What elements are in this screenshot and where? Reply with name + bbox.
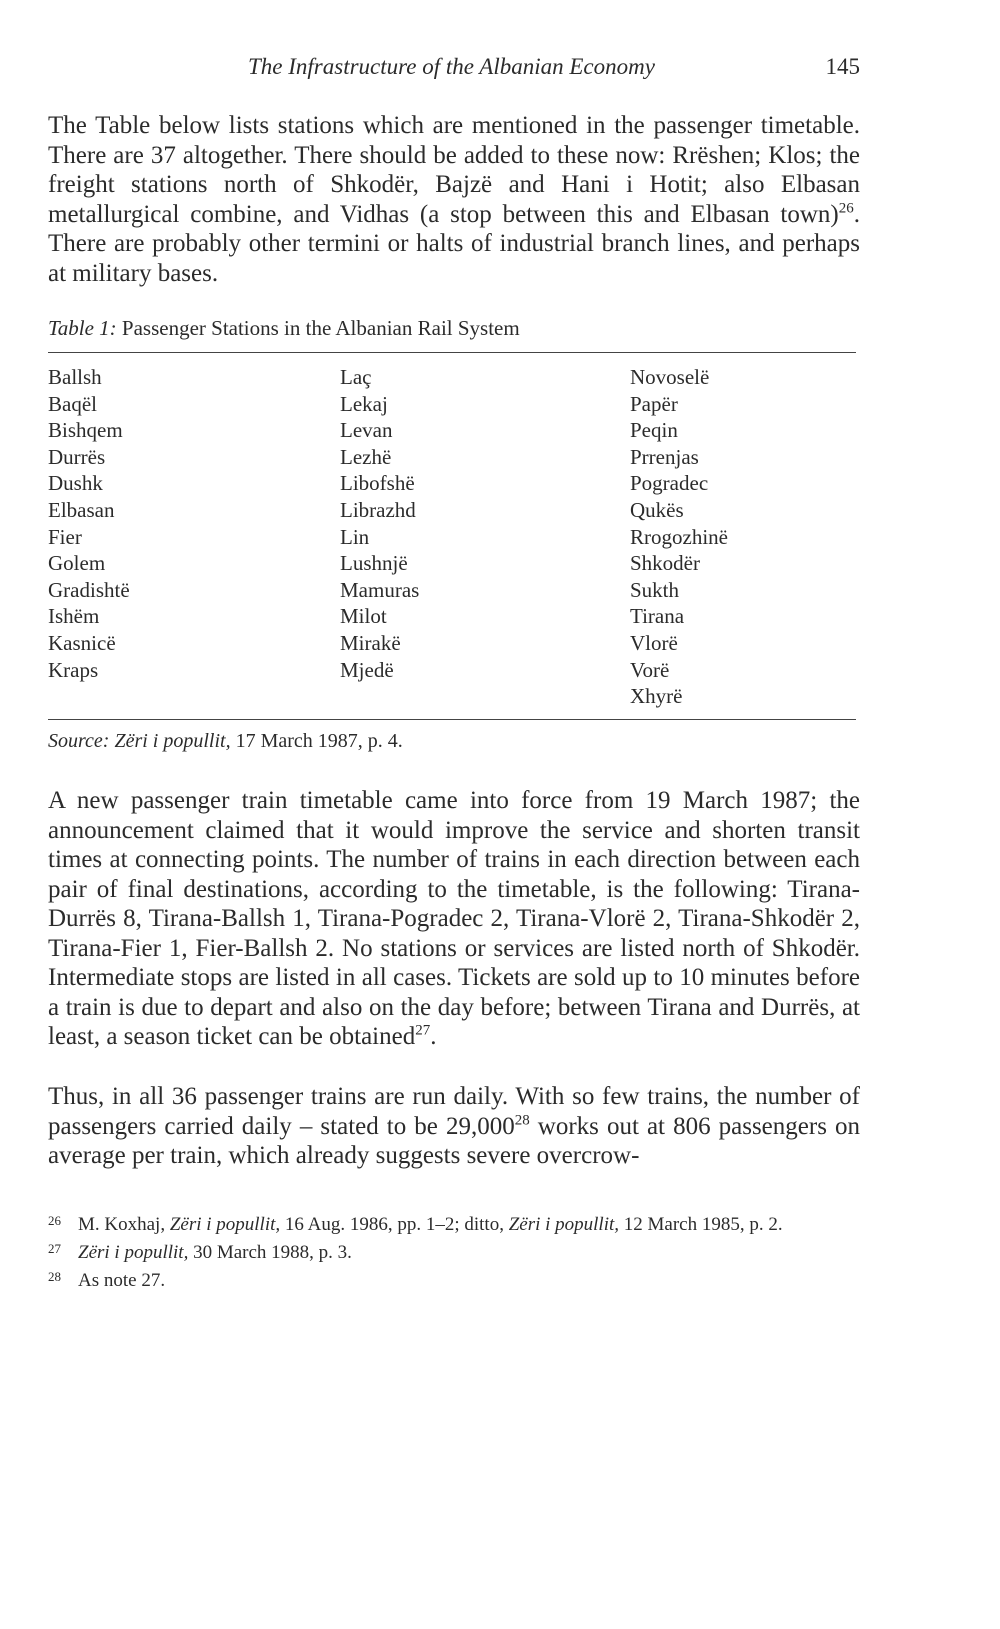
source-label: Source: (48, 730, 110, 752)
footnote-text: M. Koxhaj, (78, 1214, 170, 1235)
station-name: Lezhë (340, 444, 392, 469)
footnote-publication: Zëri i popullit, (78, 1242, 189, 1263)
footnote-publication: Zëri i popullit, (169, 1214, 281, 1235)
footnote-text: 16 Aug. 1986, pp. 1–2; ditto, (280, 1214, 509, 1235)
station-name: Sukth (630, 577, 680, 602)
station-name: Levan (340, 418, 393, 443)
station-name: Vorë (630, 657, 670, 682)
footnote-27 (48, 1240, 860, 1266)
footnote-number: 28 (48, 1269, 61, 1284)
footnote-publication: Zëri i popullit, (508, 1214, 620, 1235)
paragraph-text: Thus, in all 36 passenger trains are run daily. With so few trains, the number of passengers carried daily – stated to be 29,000 (48, 1083, 860, 1140)
station-name: Mjedë (340, 657, 394, 682)
station-name: Xhyrë (630, 684, 683, 709)
station-name: Bishqem (48, 418, 123, 443)
station-name: Fier (48, 524, 82, 549)
station-name: Milot (340, 604, 387, 629)
station-name: Lekaj (340, 391, 388, 416)
footnote-ref[interactable]: 27 (415, 1022, 431, 1039)
paragraph-text: The Table below lists stations which are mentioned in the passenger timetable. There are 37 altogether. There should be added to these now: Rrëshen; Klos; the freight stations north of Shkodër, Bajzë and Hani i Hotit; also Elbasan metallurgical combine, and Vidhas (a stop between this and Elbasan town) (48, 112, 860, 228)
running-title: The Infrastructure of the Albanian Economy (248, 54, 655, 79)
footnote-ref[interactable]: 28 (514, 1112, 530, 1129)
station-name: Kasnicë (48, 630, 116, 655)
table-source (48, 730, 403, 753)
footnote-26 (48, 1212, 860, 1238)
paragraph-trains (48, 1082, 860, 1171)
station-name: Ballsh (48, 365, 102, 389)
station-name: Mamuras (340, 577, 420, 602)
footnote-text: 12 March 1985, p. 2. (619, 1214, 783, 1235)
paragraph-text: works out at 806 passengers on average per train, which already suggests severe overcrow- (48, 1112, 860, 1169)
station-name: Dushk (48, 471, 103, 496)
station-column-3 (630, 364, 728, 710)
station-name: Peqin (630, 418, 678, 443)
page-number: 145 (825, 54, 860, 79)
table-top-rule (48, 352, 856, 353)
table-bottom-rule (48, 719, 856, 720)
running-header (48, 54, 860, 90)
station-name: Lin (340, 524, 370, 549)
station-name: Ishëm (48, 604, 100, 629)
footnotes (48, 1212, 860, 1296)
station-name: Rrogozhinë (630, 524, 728, 549)
footnote-number: 26 (48, 1213, 61, 1228)
station-name: Durrës (48, 444, 106, 469)
station-name: Baqël (48, 391, 97, 416)
station-name: Shkodër (630, 551, 700, 576)
station-name: Mirakë (340, 630, 401, 655)
station-name: Kraps (48, 657, 99, 682)
source-details: 17 March 1987, p. 4. (230, 730, 403, 752)
table-caption (48, 316, 520, 341)
station-column-2 (340, 364, 419, 683)
paragraph-text: A new passenger train timetable came into force from 19 March 1987; the announcement claimed that it would improve the service and shorten transit times at connecting points. The number of trains in each direction between each pair of final destinations, according to the timetable, is the following: Tirana-Durrës 8, Tirana-Ballsh 1, Tirana-Pogradec 2, Tirana-Vlorë 2, Tirana-Shkodër 2, Tirana-Fier 1, Fier-Ballsh 2. No stations or services are listed north of Shkodër. Intermediate stops are listed in all cases. Tickets are sold up to 10 minutes before a train is due to depart and also on the day before; between Tirana and Durrës, at least, a season ticket can be obtained (48, 787, 860, 1050)
station-name: Novoselë (630, 365, 710, 389)
station-name: Elbasan (48, 497, 115, 522)
station-name: Vlorë (630, 630, 678, 655)
station-name: Lushnjë (340, 551, 408, 576)
paragraph-timetable (48, 786, 860, 1052)
source-publication: Zëri i popullit, (114, 730, 231, 752)
station-name: Gradishtë (48, 577, 130, 602)
footnote-text: As note 27. (78, 1270, 166, 1291)
station-name: Tirana (630, 604, 685, 629)
paragraph-text: . There are probably other termini or halts of industrial branch lines, and perhaps at military bases. (48, 200, 860, 287)
footnote-number: 27 (48, 1241, 61, 1256)
station-name: Papër (630, 391, 678, 416)
station-name: Libofshë (340, 471, 415, 496)
paragraph-intro (48, 111, 860, 288)
footnote-text: 30 March 1988, p. 3. (188, 1242, 352, 1263)
footnote-ref[interactable]: 26 (838, 200, 854, 217)
table-caption-text: Passenger Stations in the Albanian Rail System (116, 316, 520, 340)
station-name: Qukës (630, 497, 684, 522)
station-name: Golem (48, 551, 106, 576)
station-column-1 (48, 364, 130, 683)
station-name: Librazhd (340, 497, 416, 522)
station-name: Laç (340, 365, 372, 389)
station-name: Pogradec (630, 471, 709, 496)
paragraph-text: . (430, 1023, 437, 1050)
footnote-28 (48, 1268, 860, 1294)
station-name: Prrenjas (630, 444, 699, 469)
table-caption-label: Table 1: (48, 316, 117, 340)
